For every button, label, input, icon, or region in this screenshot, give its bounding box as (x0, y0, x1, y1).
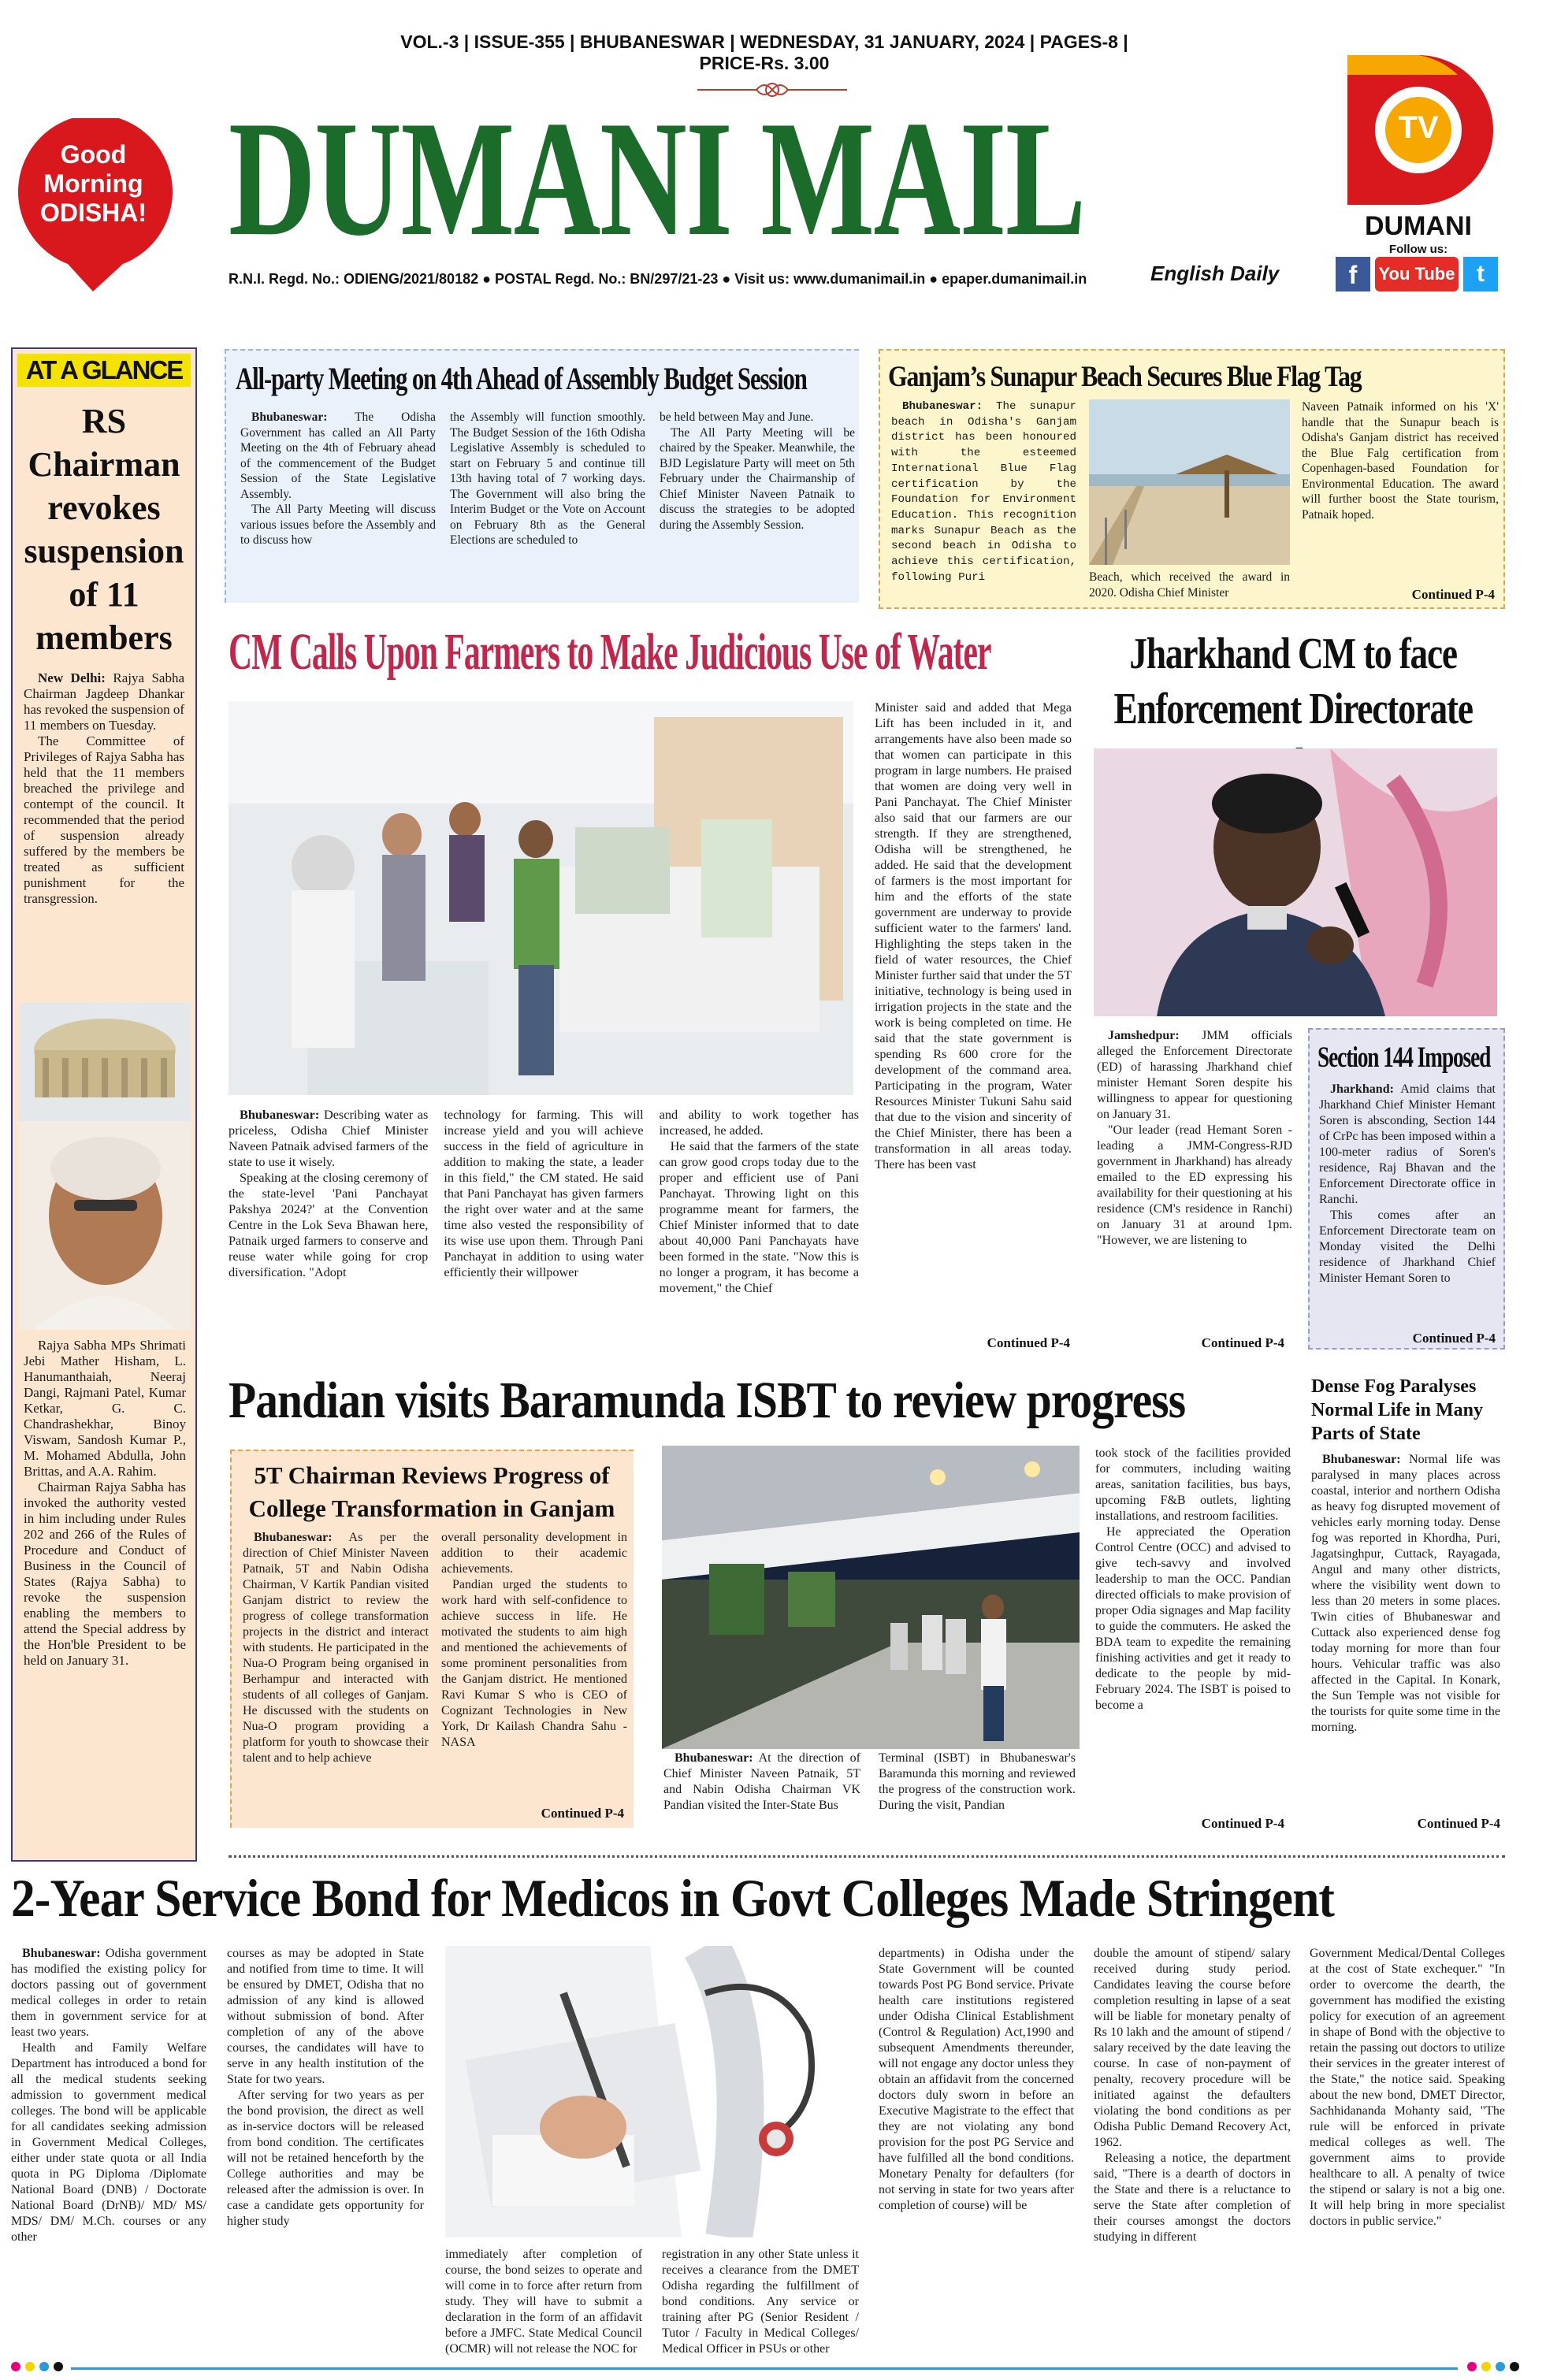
pandian-c1: At the direction of Chief Minister Naveen Patnaik, 5T and Nabin Odisha Chairman VK Pandian visited the Inter-State Bus (663, 1751, 860, 1812)
bond-c1: Odisha government has modified the existing policy for doctors passing out of government medical colleges in order to retain them in government service for at least two years. (11, 1947, 207, 2039)
at-a-glance-box (11, 347, 197, 1862)
bond-c2b: After serving for two years as per the bond provision, the direct as well as in-service doctors will be released from bond condition. The certificates will not be retained henceforth by the College authorities and may be released after the admission is over. In case a candidate gets opportunity for higher study (227, 2089, 424, 2228)
college-box (230, 1450, 634, 1828)
college-headline: 5T Chairman Reviews Progress of College Transformation in Ganjam (248, 1461, 615, 1522)
dumani-tv-logo (1332, 47, 1501, 213)
allparty-dateline: Bhubaneswar: (251, 410, 328, 424)
glance-photo (19, 1003, 191, 1330)
facebook-icon[interactable]: f (1336, 257, 1370, 291)
bond-c4: registration in any other State unless it receives a clearance from the DMET Odisha regarding the fulfillment of bond conditions. Any service or training after PG (Senior Resident / Tutor / Faculty in Medical Colleges/ Medical Officer in PSUs or other (662, 2248, 859, 2356)
college-c1: As per the direction of Chief Minister Naveen Patnaik, 5T and Nabin Odisha Chairman, V Kartik Pandian visited Ganjam district to review the progress of college transformation projects in the district and interact with students. He participated in the Nua-O Program being organised in Berhampur and interacted with students of all colleges of Ganjam. He discussed with the students on Nua-O program providing a platform for youth to showcase their talent and to help achieve (243, 1531, 429, 1765)
allparty-c1b: The All Party Meeting will discuss various issues before the Assembly and to discuss how (240, 503, 436, 547)
blueflag-dateline: Bhubaneswar: (902, 400, 983, 413)
water-c2: technology for farming. This will increase yield and you will achieve success in the field of agriculture in addition to making the state, a leader in this field," the CM stated. He said that Pani Panchayat has given farmers the right over water and at the same time also vested the responsibility of its wise use upon them. Through Pani Panchayat in addition to using water efficiently their willpower (444, 1107, 644, 1279)
pandian-c2: Terminal (ISBT) in Bhubaneswar's Baramunda this morning and reviewed the progress of the construction work. During the visit, Pandian (879, 1751, 1076, 1812)
section144-continued: Continued P-4 (1412, 1331, 1496, 1346)
pandian-headline: Pandian visits Baramunda ISBT to review progress (229, 1372, 1186, 1429)
glance-dateline: New Delhi: (38, 670, 106, 685)
badge-line-2: Morning (43, 169, 143, 198)
water-continued: Continued P-4 (987, 1335, 1070, 1350)
college-continued: Continued P-4 (541, 1806, 624, 1821)
pandian-dateline: Bhubaneswar: (675, 1751, 753, 1765)
fog-headline: Dense Fog Paralyses Normal Life in Many Parts of State (1311, 1376, 1483, 1444)
glance-p2: The Committee of Privileges of Rajya Sabha has held that the 11 members breached the privilege and contempt of the council. It recommended that the period of suspension already suffered by the members be treated as sufficient punishment for the transgression. (24, 733, 184, 906)
jharkhand-photo (1094, 748, 1497, 1016)
bond-headline: 2-Year Service Bond for Medicos in Govt Colleges Made Stringent (11, 1868, 1335, 1928)
section144-headline: Section 144 Imposed (1317, 1041, 1491, 1074)
water-dateline: Bhubaneswar: (240, 1107, 320, 1122)
masthead-title: DUMANI MAIL (229, 87, 1085, 270)
water-c3: and ability to work together has increased, he added. (659, 1107, 859, 1138)
badge-line-3: ODISHA! (39, 199, 147, 227)
water-c1b: Speaking at the closing ceremony of the state-level 'Pani Panchayat Pakshya 2024?' at the Convention Centre in the Lok Seva Bhawan here, Patnaik urged farmers to conserve and reuse water while going for crop diversification. "Adopt (229, 1170, 429, 1279)
blueflag-headline: Ganjam’s Sunapur Beach Secures Blue Flag Tag (888, 361, 1362, 393)
social-icons (1336, 257, 1505, 291)
footer-dots-right (1467, 2362, 1519, 2371)
allparty-c3b: The All Party Meeting will be chaired by the Speaker. Meanwhile, the BJD Legislature Party will meet on 5th February under the Chairmanship of Chief Minister Naveen Patnaik to discuss the strategies to be adopted during the Assembly Session. (660, 425, 855, 532)
follow-label: Follow us: (1388, 243, 1448, 256)
water-c1: Describing water as priceless, Odisha Chief Minister Naveen Patnaik advised farmers of the state to use it wisely. (229, 1107, 429, 1169)
allparty-c1: The Odisha Government has called an All Party Meeting on the 4th of February ahead of the commencement of the Budget Session of the State Legislative Assembly. (240, 410, 436, 501)
section144-dateline: Jharkhand: (1330, 1082, 1394, 1096)
twitter-icon[interactable]: t (1463, 257, 1498, 291)
bond-c6b: Releasing a notice, the department said, "There is a dearth of doctors in the State and there is a reluctance to serve the State after completion of their courses amongst the doctors studying in different (1094, 2152, 1291, 2244)
water-c3b: He said that the farmers of the state can grow good crops today due to the proper and efficient use of Pani Panchayat. Throwing light on this programme meant for farmers, the Chief Minister informed that to date about 40,000 Pani Panchayats have been formed in the state. "Now this is no longer a program, it has become a movement," the Chief (659, 1138, 859, 1295)
beach-photo (1089, 399, 1290, 565)
pandian-c3: took stock of the facilities provided for commuters, including waiting areas, sanitation facilities, bus bays, upcoming F&B outlets, lighting installations, and restroom facilities. (1095, 1446, 1291, 1523)
bond-c6: double the amount of stipend/ salary received during study period. Candidates leaving the course before completion resulting in lapse of a seat will be liable for monetary penalty of Rs 10 lakh and the amount of stipend / salary received by the date leaving the course. In case of non-payment of penalty, recovery procedure will be initiated against the defaulters violating the bond conditions as per Odisha Public Demand Recovery Act, 1962. (1094, 1947, 1291, 2149)
bond-dateline: Bhubaneswar: (22, 1947, 101, 1960)
jharkhand-headline: Jharkhand CM to face Enforcement Directorate (1113, 629, 1473, 733)
edition-label: English Daily (1150, 262, 1280, 285)
fog-dateline: Bhubaneswar: (1322, 1453, 1401, 1466)
tv-brand: DUMANI (1365, 211, 1472, 241)
pandian-c3b: He appreciated the Operation Control Centre (OCC) and advised to give tech-savvy and involved leadership to man the OCC. Pandian directed officials to make provision of proper Odia signages and Map facility to guide the commuters. He asked the BDA team to expedite the remaining finishing activities and get it ready to dedicate to the people by mid-February 2024. The ISBT is poised to become a (1095, 1525, 1291, 1712)
college-c2b: Pandian urged the students to work hard with self-confidence to achieve success in life. He motivated the students to aim high and mentioned the achievements of some prominent personalities from the Ganjam district. He mentioned Ravi Kumar S who is CEO of Cognizant Technologies in New York, Dr Kailash Chandra Sahu - NASA (441, 1578, 627, 1749)
glance-p3: Rajya Sabha MPs Shrimati Jebi Mather Hisham, L. Hanumanthaiah, Neeraj Dangi, Rajmani Patel, Kumar Ketkar, G. C. Chandrashekhar, Binoy Viswam, Sandosh Kumar P., M. Mohamed Abdulla, John Brittas, and A.A. Rahim. (24, 1338, 186, 1479)
jharkhand-p2: "Our leader (read Hemant Soren - leading a JMM-Congress-RJD government in Jharkhand) has already emailed to the ED expressing his availability for their questioning at his residence (CM's residence in Ranchi) on January 31 at around 1pm. "However, we are listening to (1097, 1123, 1292, 1247)
bond-c3: immediately after completion of course, the bond seizes to operate and will come in to force after return from study. They will have to submit a declaration in the form of an affidavit before a JMFC. State Medical Council (OCMR) will not release the NOC for (445, 2248, 642, 2356)
pandian-continued: Continued P-4 (1201, 1816, 1284, 1831)
allparty-headline: All-party Meeting on 4th Ahead of Assembly Budget Session (236, 361, 807, 396)
section144-p1: Amid claims that Jharkhand Chief Minister Hemant Soren is absconding, Section 144 of CrPc has been imposed within a 100-meter radius of Soren's residence, Raj Bhavan and the Enforcement Directorate office in Ranchi. (1319, 1082, 1496, 1206)
glance-label: AT A GLANCE (17, 354, 191, 387)
youtube-icon[interactable]: You Tube (1375, 257, 1459, 291)
bond-c5: departments) in Odisha under the State Government will be counted towards Post PG Bond service. Private health care institutions registered under Odisha Clinical Establishment (Control & Regulation) Act,1990 and subsequent Amendments thereunder, will not engage any doctor unless they obtain an affidavit from the concerned doctors duly sworn in before an Executive Magistrate to the effect that they are not violating any bond provision for the post PG Service and have fulfilled all the bond conditions. Monetary Penalty for defaulters (for not serving in state for two years after completion of course) will be (879, 1947, 1074, 2212)
allparty-c2: the Assembly will function smoothly. The Budget Session of the 16th Odisha Legislative Assembly is scheduled to start on February 5 and continue till 13th having total of 7 working days. The Government will also bring the Interim Budget or the Vote on Account on February 8th as the General Elections are scheduled to (450, 410, 645, 547)
water-photo (229, 701, 853, 1095)
glance-headline: RS Chairman revokes suspension of 11 members (24, 402, 184, 657)
fog-p1: Normal life was paralysed in many places across coastal, interior and northern Odisha as heavy fog disrupted movement of vehicles early morning today. Dense fog was reported in Khordha, Puri, Jagatsinghpur, Cuttack, Rayagada, Angul and many other districts, where the visibility went down to less than 20 meters in some places. Twin cities of Bhubaneswar and Cuttack also experienced dense fog today morning for more than four hours. Vehicular traffic was also affected in the Capital. In Konark, the Sun Temple was not visible for the tourists for quite some time in the morning. (1311, 1453, 1501, 1734)
blueflag-c2: Beach, which received the award in 2020. Odisha Chief Minister (1089, 570, 1290, 600)
section-divider (229, 1855, 1505, 1858)
section144-p2: This comes after an Enforcement Directorate team on Monday visited the Delhi residence of Jharkhand Chief Minister Hemant Soren to (1319, 1209, 1496, 1285)
water-c4: Minister said and added that Mega Lift has been included in it, and arrangements have also been made so that women can participate in this program in large numbers. He praised that women are doing very well in Pani Panchayat. The Chief Minister also said that our farmers are our strength. If they are strengthened, Odisha will be strengthened, he added. He said that the development of farmers is the most important for him and the efforts of the state government are underway to provide sufficient water to the farmers' land. Highlighting the steps taken in the field of water resources, the Chief Minister further said that under the 5T initiative, technology is being used in irrigation projects in the state and the work is being completed on time. He said that the state government is spending Rs 600 crore for the development of the command area. Participating in the program, Water Resources Minister Tukuni Sahu said that due to the vision and sincerity of the Chief Minister, there has been a transformation in all areas today. There has been vast (875, 700, 1072, 1171)
college-c2: overall personality development in addition to their academic achievements. (441, 1531, 627, 1576)
bond-c1b: Health and Family Welfare Department has introduced a bond for all the medical students seeking admission to government medical colleges. The bond will be applicable for all candidates seeking admission in Government Medical Colleges, either under state quota or all India quota in PG Diploma /Diplomate National Board (DNB) / Doctorate National Board (DrNB)/ MD/ MS/ MDS/ DM/ M.Ch. courses or any other (11, 2041, 206, 2244)
footer-rule (71, 2367, 1458, 2370)
badge-line-1: Good (60, 140, 127, 169)
bond-c7: Government Medical/Dental Colleges at the cost of State exchequer." "In order to overcome the dearth, the government has modified the existing policy for execution of an agreement in shape of Bond with the objective to retain the passing out doctors to utilize their services in the greater interest of the State," the notice said. Speaking about the new bond, DMET Director, Sachhidananda Mohanty said, "The rule will be enforced in private medical colleges as well. The government aims to provide healthcare to all. A penalty of twice the stipend or salary is not a big one. It will help bring in more specialist doctors in public service." (1310, 1947, 1505, 2228)
blueflag-continued: Continued P-4 (1411, 587, 1495, 602)
blueflag-c3: Naveen Patnaik informed on his 'X' handle that the Sunapur beach is Odisha's Ganjam district has received the Blue Falg certification from Copenhagen-based Foundation for Environmental Education. The award will further boost the State tourism, Patnaik hoped. (1302, 400, 1499, 522)
doctor-photo (445, 1946, 871, 2237)
jharkhand-continued: Continued P-4 (1201, 1335, 1284, 1350)
isbt-photo (662, 1446, 1080, 1749)
jharkhand-dateline: Jamshedpur: (1108, 1029, 1180, 1042)
section144-box (1308, 1028, 1505, 1350)
allparty-c3: be held between May and June. (660, 410, 814, 424)
glance-p4: Chairman Rajya Sabha has invoked the authority vested in him including under Rules 202 and 266 of the Rules of Procedure and Conduct of Business in the Council of States (Rajya Sabha) to revoke the suspension enabling the members to attend the Special address by the Hon'ble President to be held on January 31. (24, 1480, 186, 1668)
blueflag-box (879, 349, 1505, 609)
water-headline: CM Calls Upon Farmers to Make Judicious Use of Water (229, 623, 991, 681)
allparty-box (225, 349, 859, 603)
bond-c2: courses as may be adopted in State and notified from time to time. It will be ensured by DMET, Odisha that no admission of any kind is allowed without submission of bond. After completion of any of the above courses, the candidates will have to serve in any health institution of the State for two years. (227, 1947, 424, 2086)
blueflag-c1: The sunapur beach in Odisha's Ganjam district has been honoured with the esteemed International Blue Flag certification by the Foundation for Environment Education. This recognition marks Sunapur Beach as the second beach in Odisha to achieve this certification, following Puri (891, 400, 1076, 584)
fog-continued: Continued P-4 (1417, 1816, 1500, 1831)
college-dateline: Bhubaneswar: (254, 1531, 333, 1544)
tv-label: TV (1398, 110, 1439, 145)
glance-p1: Rajya Sabha Chairman Jagdeep Dhankar has revoked the suspension of 11 members on Tuesday. (24, 670, 184, 733)
footer-dots-left (11, 2362, 63, 2371)
good-morning-badge (13, 118, 174, 299)
issue-line: VOL.-3 | ISSUE-355 | BHUBANESWAR | WEDNESDAY, 31 JANUARY, 2024 | PAGES-8 | PRICE-Rs. 3.00 (400, 32, 1128, 73)
jharkhand-p1: JMM officials alleged the Enforcement Directorate (ED) of harassing Jharkhand chief minister Hemant Soren despite his willingness to appear for questioning on January 31. (1097, 1029, 1292, 1121)
regd-line: R.N.I. Regd. No.: ODIENG/2021/80182 ● POSTAL Regd. No.: BN/297/21-23 ● Visit us: www.dumanimail.in ● epaper.dumanimail.in (229, 271, 1087, 287)
